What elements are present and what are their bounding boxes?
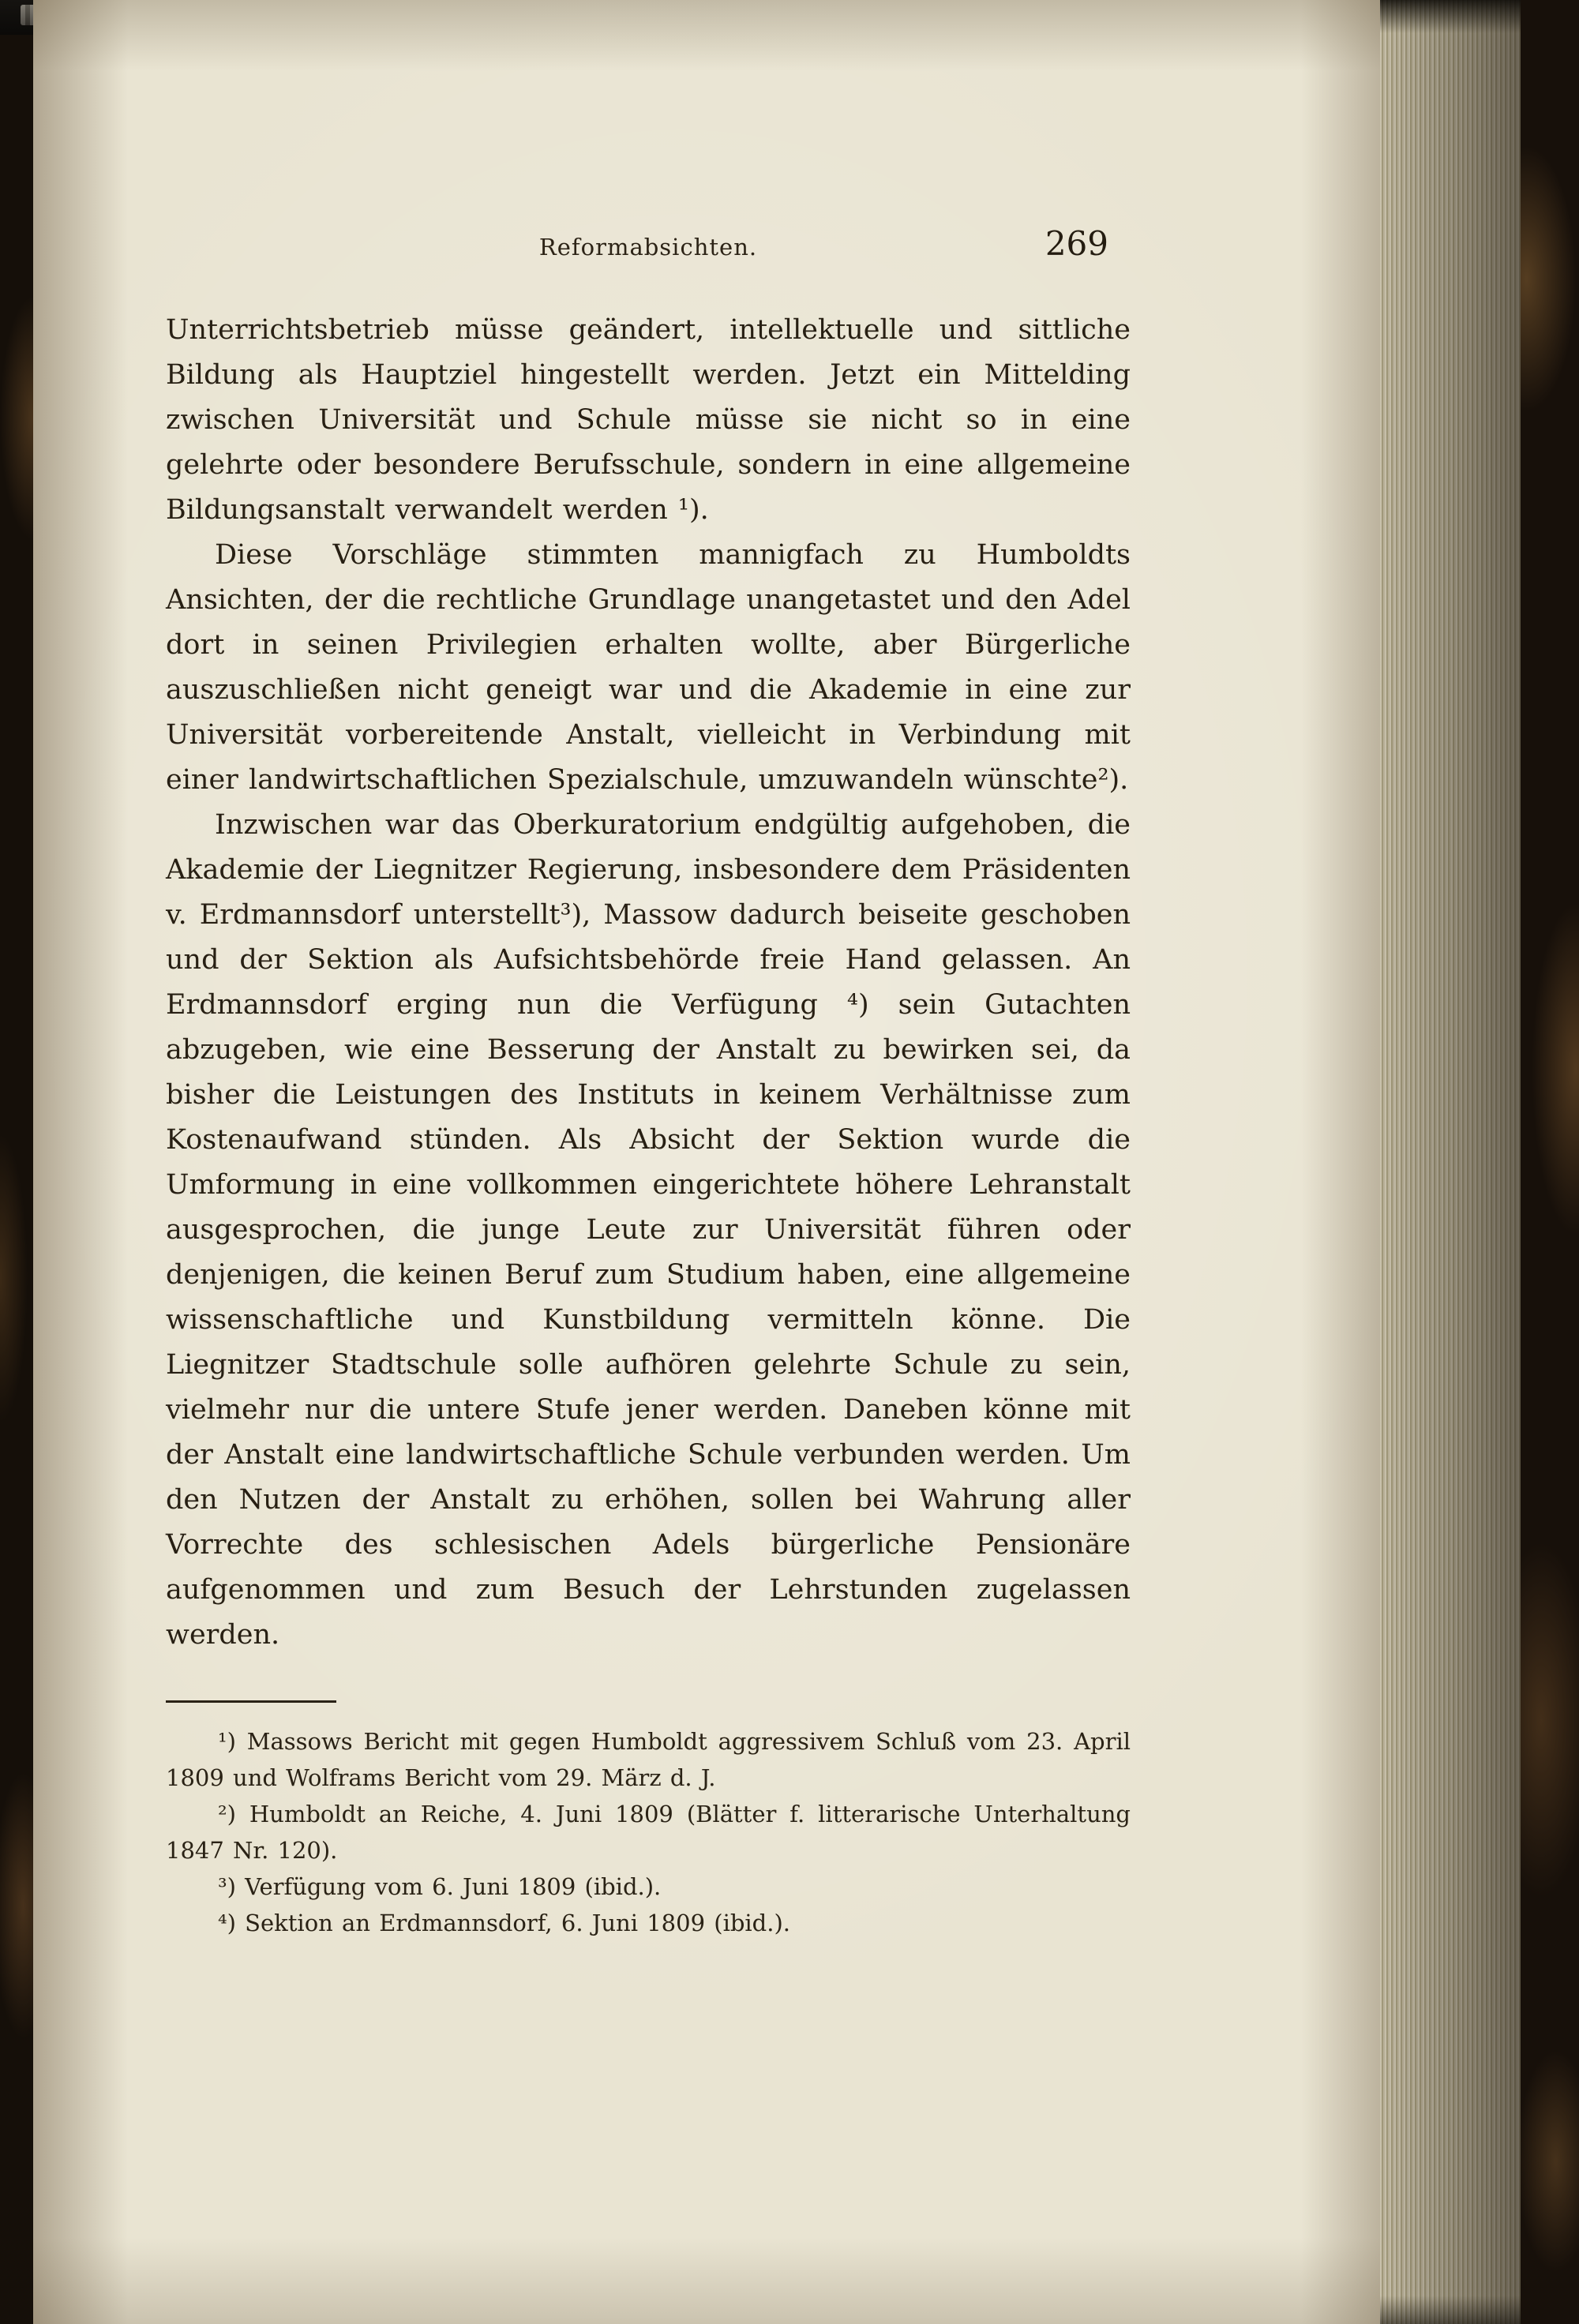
book-page: [33, 0, 1380, 2324]
footnotes: [166, 1723, 1131, 1941]
body-text: [166, 308, 1131, 1658]
page-number: 269: [1045, 224, 1108, 263]
paragraph-2: Diese Vorschläge stimmten mannigfach zu Humboldts Ansichten, der die rechtliche Grundlage unangetastet und den Adel dort in seinen Privilegien erhalten wollte, aber Bürgerliche auszuschließen nicht geneigt war und die Akademie in eine zur Universität vorbereitende Anstalt, vielleicht in Verbindung mit einer landwirtschaftlichen Spezialschule, umzuwandeln wünschte²).: [166, 539, 1131, 796]
page-text-area: [166, 0, 1131, 1941]
footnote-4: ⁴) Sektion an Erdmannsdorf, 6. Juni 1809 (ibid.).: [218, 1910, 790, 1936]
footnote-2: ²) Humboldt an Reiche, 4. Juni 1809 (Blätter f. litterarische Unterhaltung 1847 Nr. 120).: [166, 1801, 1131, 1864]
footnote-1: ¹) Massows Bericht mit gegen Humboldt aggressivem Schluß vom 23. April 1809 und Wolframs Bericht vom 29. März d. J.: [166, 1728, 1131, 1791]
paragraph-3: Inzwischen war das Oberkuratorium endgültig aufgehoben, die Akademie der Liegnitzer Regierung, insbesondere dem Präsidenten v. Erdmannsdorf unterstellt³), Massow dadurch beiseite geschoben und der Sektion als Aufsichtsbehörde freie Hand gelassen. An Erdmannsdorf erging nun die Verfügung ⁴) sein Gutachten abzugeben, wie eine Besserung der Anstalt zu bewirken sei, da bisher die Leistungen des Instituts in keinem Verhältnisse zum Kostenaufwand stünden. Als Absicht der Sektion wurde die Umformung in eine vollkommen eingerichtete höhere Lehranstalt ausgesprochen, die junge Leute zur Universität führen oder denjenigen, die keinen Beruf zum Studium haben, eine allgemeine wissenschaftliche und Kunstbildung vermitteln könne. Die Liegnitzer Stadtschule solle aufhören gelehrte Schule zu sein, vielmehr nur die untere Stufe jener werden. Daneben könne mit der Anstalt eine landwirtschaftliche Schule verbunden werden. Um den Nutzen der Anstalt zu erhöhen, sollen bei Wahrung aller Vorrechte des schlesischen Adels bürgerliche Pensionäre aufgenommen und zum Besuch der Lehrstunden zugelassen werden.: [166, 809, 1131, 1651]
book-cover-left: [0, 0, 33, 2324]
book-cover-right: [1521, 0, 1579, 2324]
footnote-separator: [166, 1700, 336, 1703]
page-edges-stack: [1380, 0, 1521, 2324]
running-head: Reformabsichten.: [538, 234, 758, 261]
paragraph-1: Unterrichtsbetrieb müsse geändert, intellektuelle und sittliche Bildung als Hauptziel hingestellt werden. Jetzt ein Mittelding zwischen Universität und Schule müsse sie nicht so in eine gelehrte oder besondere Berufsschule, sondern in eine allgemeine Bildungsanstalt verwandelt werden ¹).: [166, 314, 1131, 526]
footnote-3: ³) Verfügung vom 6. Juni 1809 (ibid.).: [218, 1873, 662, 1900]
page-header: [166, 224, 1131, 267]
